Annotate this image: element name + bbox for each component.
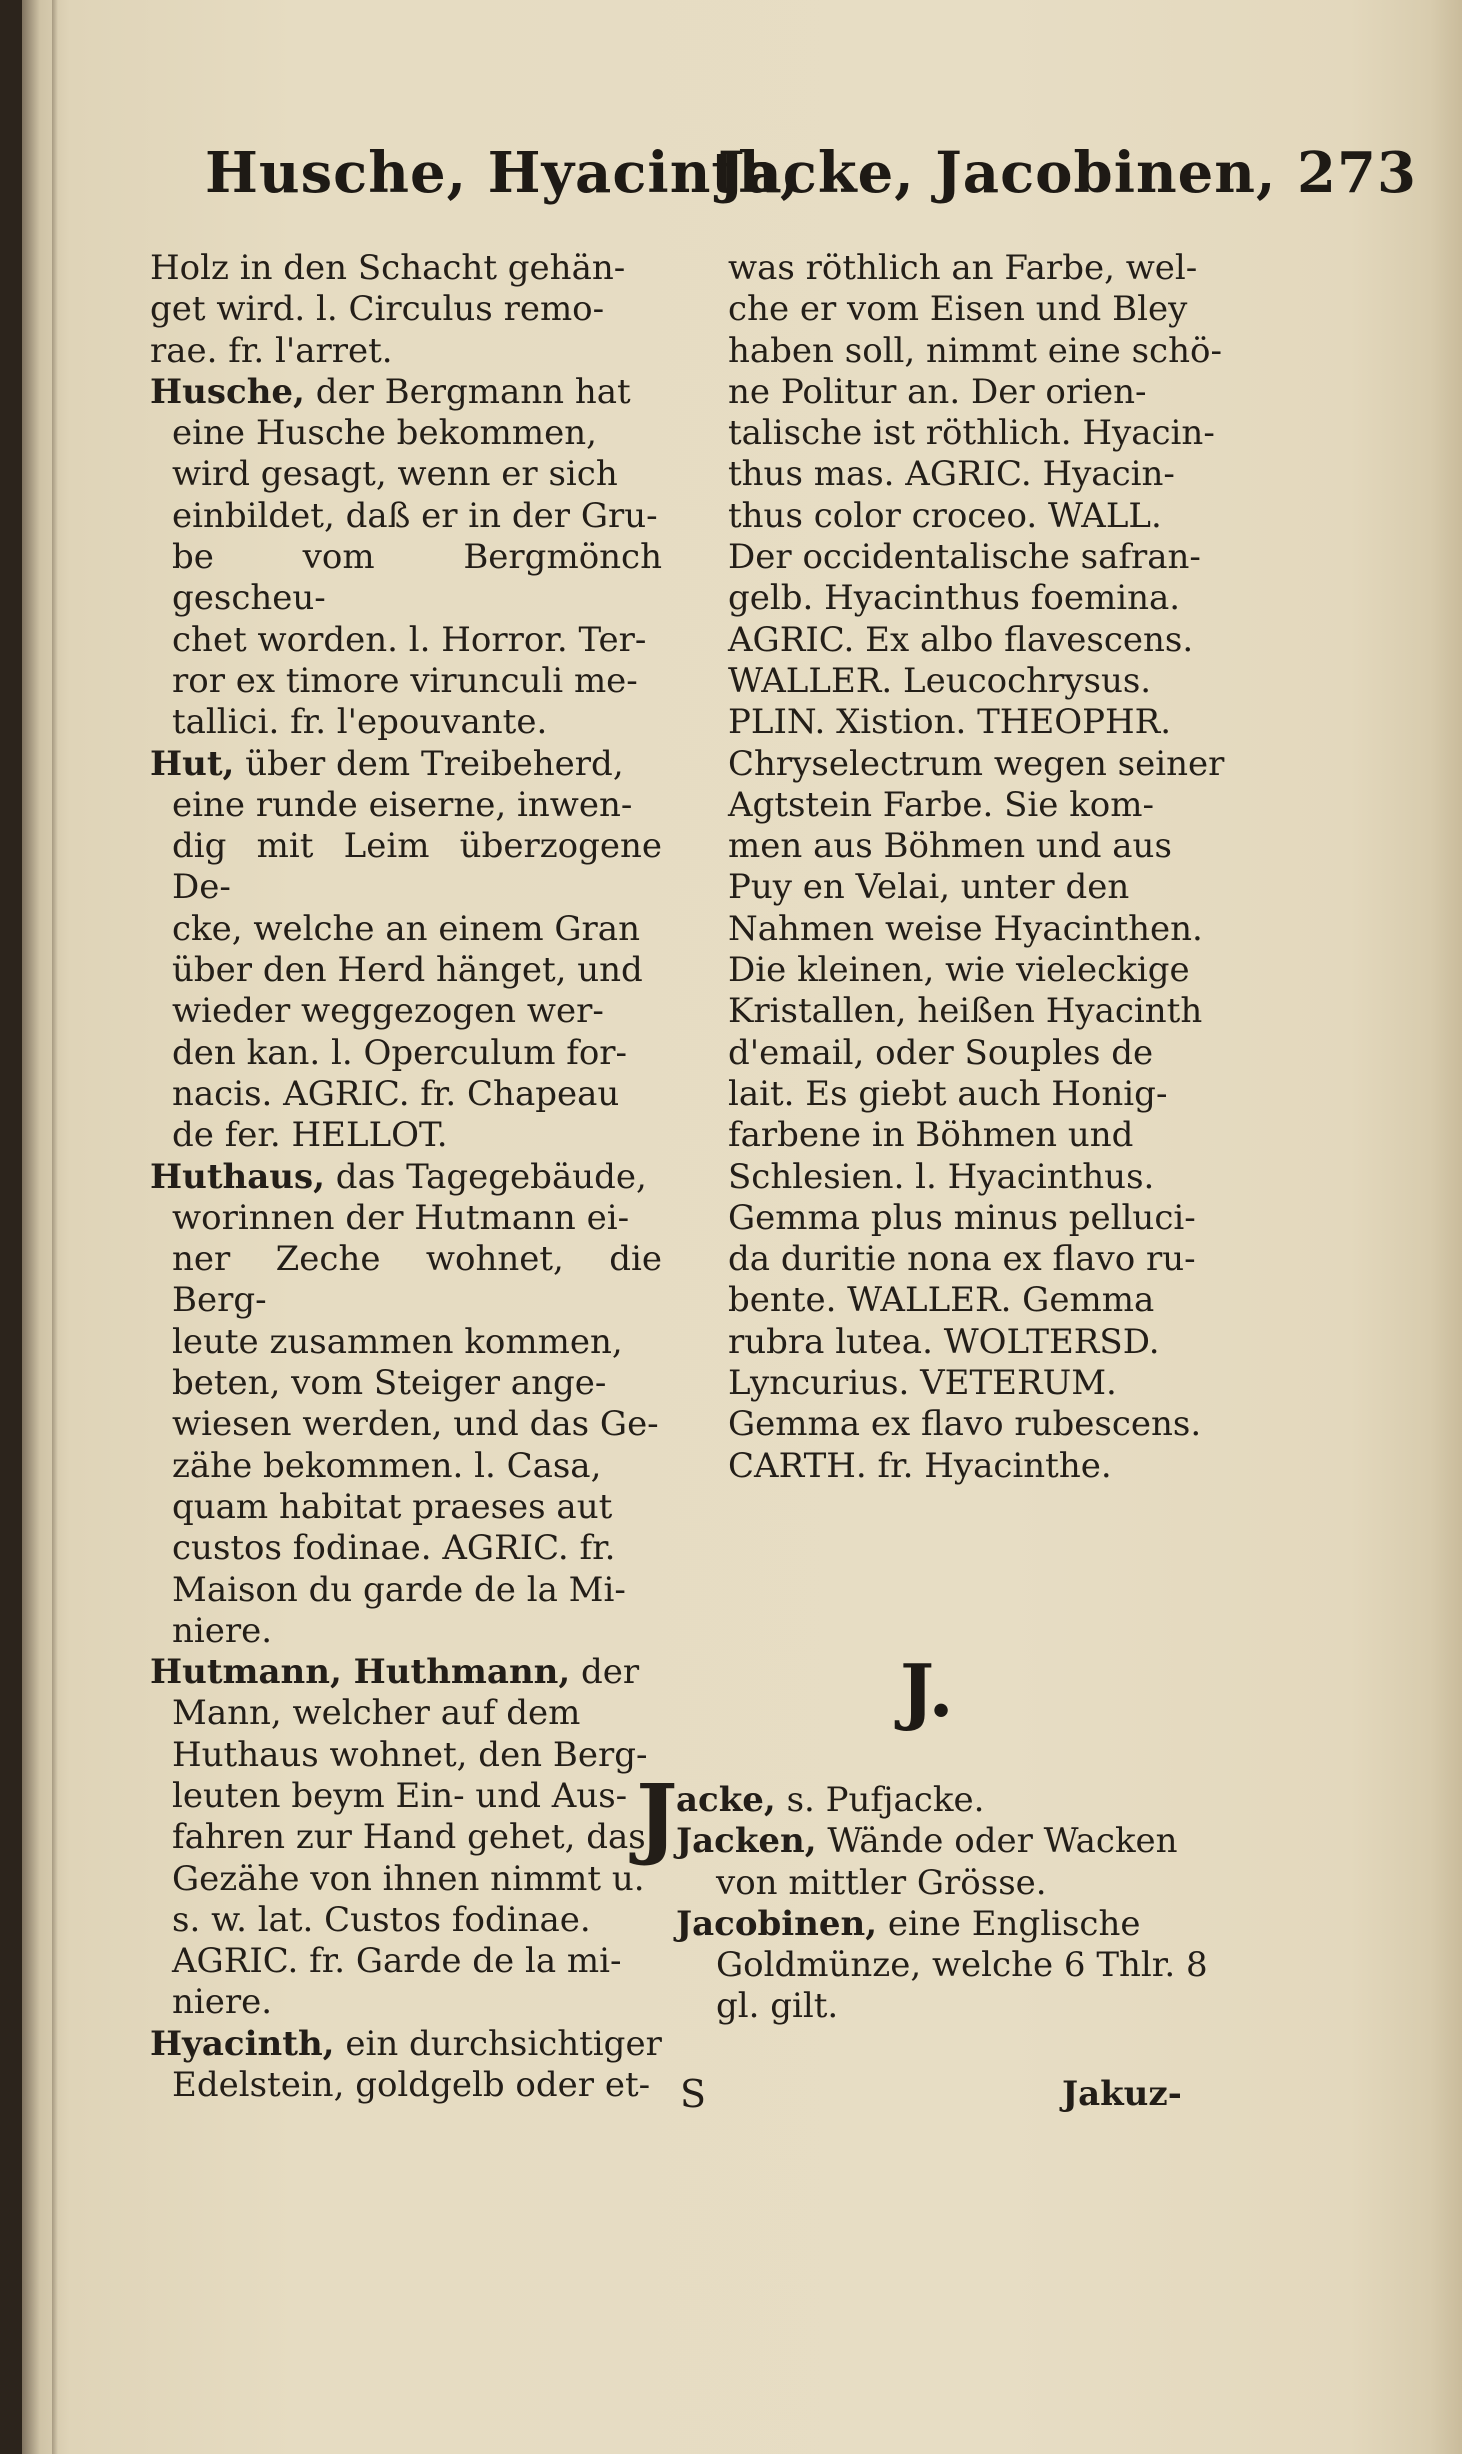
entry-line: che er vom Eisen und Bley (728, 289, 1188, 330)
entry-line: Agtstein Farbe. Sie kom- (728, 784, 1154, 825)
entry-headword: Huthaus, (150, 1156, 325, 1197)
entry-line: chet worden. l. Horror. Ter- (172, 619, 647, 660)
entry-line: wieder weggezogen wer- (172, 991, 604, 1032)
entry-line: AGRIC. fr. Garde de la mi- (172, 1941, 622, 1982)
entry-line: niere. (172, 1610, 273, 1651)
entry-line: d'email, oder Souples de (728, 1032, 1154, 1073)
entry-line: Maison du garde de la Mi- (172, 1569, 626, 1610)
entry-line: gelb. Hyacinthus foemina. (728, 578, 1181, 619)
entry-line: was röthlich an Farbe, wel- (728, 248, 1198, 288)
entry-line: rubra lutea. WOLTERSD. (728, 1321, 1160, 1362)
dictionary-entry (728, 248, 1240, 1487)
entry-line: lait. Es giebt auch Honig- (728, 1073, 1168, 1114)
left-column (150, 248, 662, 2106)
entry-line: der Bergmann hat (304, 371, 631, 412)
entry-line: der (570, 1652, 640, 1693)
entry-line: Holz in den Schacht gehän- (150, 248, 626, 288)
entry-line: WALLER. Leucochrysus. (728, 660, 1152, 701)
entry-line: ne Politur an. Der orien- (728, 371, 1147, 412)
entry-headword: Jacken, (676, 1821, 817, 1862)
entry-line: zähe bekommen. l. Casa, (172, 1445, 602, 1486)
entry-line: Kristallen, heißen Hyacinth (728, 991, 1203, 1032)
entry-line: über dem Treibeherd, (234, 743, 624, 784)
dictionary-entry (676, 1821, 1236, 1904)
entry-line: worinnen der Hutmann ei- (172, 1197, 630, 1238)
entry-line: Mann, welcher auf dem (172, 1693, 581, 1734)
entry-line: wiesen werden, und das Ge- (172, 1404, 659, 1445)
entry-line: da duritie nona ex flavo ru- (728, 1239, 1196, 1280)
entry-line: Edelstein, goldgelb oder et- (172, 2065, 651, 2106)
dictionary-entry (150, 1652, 662, 2024)
entry-line: custos fodinae. AGRIC. fr. (172, 1528, 616, 1569)
running-header-right: Jacke, Jacobinen, 273 (718, 140, 1417, 206)
entry-line: get wird. l. Circulus remo- (150, 289, 605, 330)
signature-mark: S (680, 2072, 707, 2116)
entry-line: be vom Bergmönch gescheu- (172, 537, 662, 619)
entry-line: fahren zur Hand gehet, das (172, 1817, 646, 1858)
entry-headword: Hutmann, Huthmann, (150, 1652, 571, 1693)
entry-headword: acke, (676, 1780, 776, 1820)
dictionary-entry (150, 744, 662, 1157)
entry-line: Schlesien. l. Hyacinthus. (728, 1156, 1155, 1197)
entry-line: Lyncurius. VETERUM. (728, 1363, 1117, 1404)
entry-line: ein durchsichtiger (334, 2023, 662, 2064)
entry-line: Gemma plus minus pelluci- (728, 1197, 1196, 1238)
page-gutter-shadow (52, 0, 58, 2454)
entry-line: den kan. l. Operculum for- (172, 1032, 628, 1073)
entry-line: niere. (172, 1982, 273, 2023)
entry-line: thus color croceo. WALL. (728, 495, 1162, 536)
entry-line: eine Husche bekommen, (172, 413, 597, 454)
entry-line: thus mas. AGRIC. Hyacin- (728, 454, 1175, 495)
dictionary-entry (150, 372, 662, 744)
entry-line: men aus Böhmen und aus (728, 826, 1172, 867)
entry-line: rae. fr. l'arret. (150, 330, 393, 371)
entry-line: s. w. lat. Custos fodinae. (172, 1899, 591, 1940)
entry-headword: Hyacinth, (150, 2023, 335, 2064)
entry-headword: Hut, (150, 743, 235, 784)
dictionary-entry (150, 1157, 662, 1653)
entry-line: tallici. fr. l'epouvante. (172, 702, 548, 743)
section-letter: J. (900, 1648, 954, 1733)
entry-line: farbene in Böhmen und (728, 1115, 1134, 1156)
entry-line: Nahmen weise Hyacinthen. (728, 908, 1203, 949)
entry-line: quam habitat praeses aut (172, 1486, 613, 1527)
entry-line: wird gesagt, wenn er sich (172, 454, 618, 495)
entry-line: ror ex timore virunculi me- (172, 660, 638, 701)
entry-line: bente. WALLER. Gemma (728, 1280, 1155, 1321)
entry-line: beten, vom Steiger ange- (172, 1363, 607, 1404)
entry-line: Gezähe von ihnen nimmt u. (172, 1858, 645, 1899)
entry-line: Huthaus wohnet, den Berg- (172, 1734, 648, 1775)
book-spine (0, 0, 22, 2454)
entry-line: de fer. HELLOT. (172, 1115, 448, 1156)
entry-line: eine runde eiserne, inwen- (172, 784, 633, 825)
entry-line: einbildet, daß er in der Gru- (172, 495, 658, 536)
entry-text: eine Englische Goldmünze, welche 6 Thlr. 8 gl. gilt. (716, 1903, 1208, 2027)
entry-line: Gemma ex flavo rubescens. (728, 1404, 1202, 1445)
entry-line: haben soll, nimmt eine schö- (728, 330, 1222, 371)
entry-line: Chryselectrum wegen seiner (728, 743, 1225, 784)
entry-line: talische ist röthlich. Hyacin- (728, 413, 1215, 454)
entry-line: PLIN. Xistion. THEOPHR. (728, 702, 1172, 743)
entry-line: Der occidentalische safran- (728, 537, 1201, 578)
entry-headword: Husche, (150, 371, 305, 412)
entry-line: leuten beym Ein- und Aus- (172, 1775, 628, 1816)
dictionary-entry (150, 2024, 662, 2107)
dictionary-entry (150, 248, 662, 372)
entry-line: nacis. AGRIC. fr. Chapeau (172, 1073, 620, 1114)
entry-line: ner Zeche wohnet, die Berg- (172, 1239, 662, 1321)
running-header-left: Husche, Hyacinth, (205, 140, 801, 206)
entry-line: cke, welche an einem Gran (172, 908, 640, 949)
catchword: Jakuz- (1062, 2074, 1182, 2114)
entry-line: dig mit Leim überzogene De- (172, 826, 662, 908)
drop-capital: J (636, 1764, 678, 1868)
entry-line: AGRIC. Ex albo flavescens. (728, 619, 1194, 660)
entry-line: über den Herd hänget, und (172, 950, 643, 991)
section-entries (636, 1764, 1236, 2028)
entry-text: s. Pufjacke. (775, 1780, 985, 1820)
entry-headword: Jacobinen, (676, 1903, 878, 1944)
dictionary-entry (676, 1904, 1236, 2028)
entry-line: Die kleinen, wie vieleckige (728, 950, 1190, 991)
entry-line: Puy en Velai, unter den (728, 867, 1130, 908)
right-column (728, 248, 1240, 1487)
entry-line: das Tagegebäude, (325, 1156, 647, 1197)
entry-line: CARTH. fr. Hyacinthe. (728, 1445, 1112, 1486)
entry-text: Wände oder Wacken von mittler Grösse. (716, 1821, 1178, 1903)
entry-line: leute zusammen kommen, (172, 1321, 623, 1362)
